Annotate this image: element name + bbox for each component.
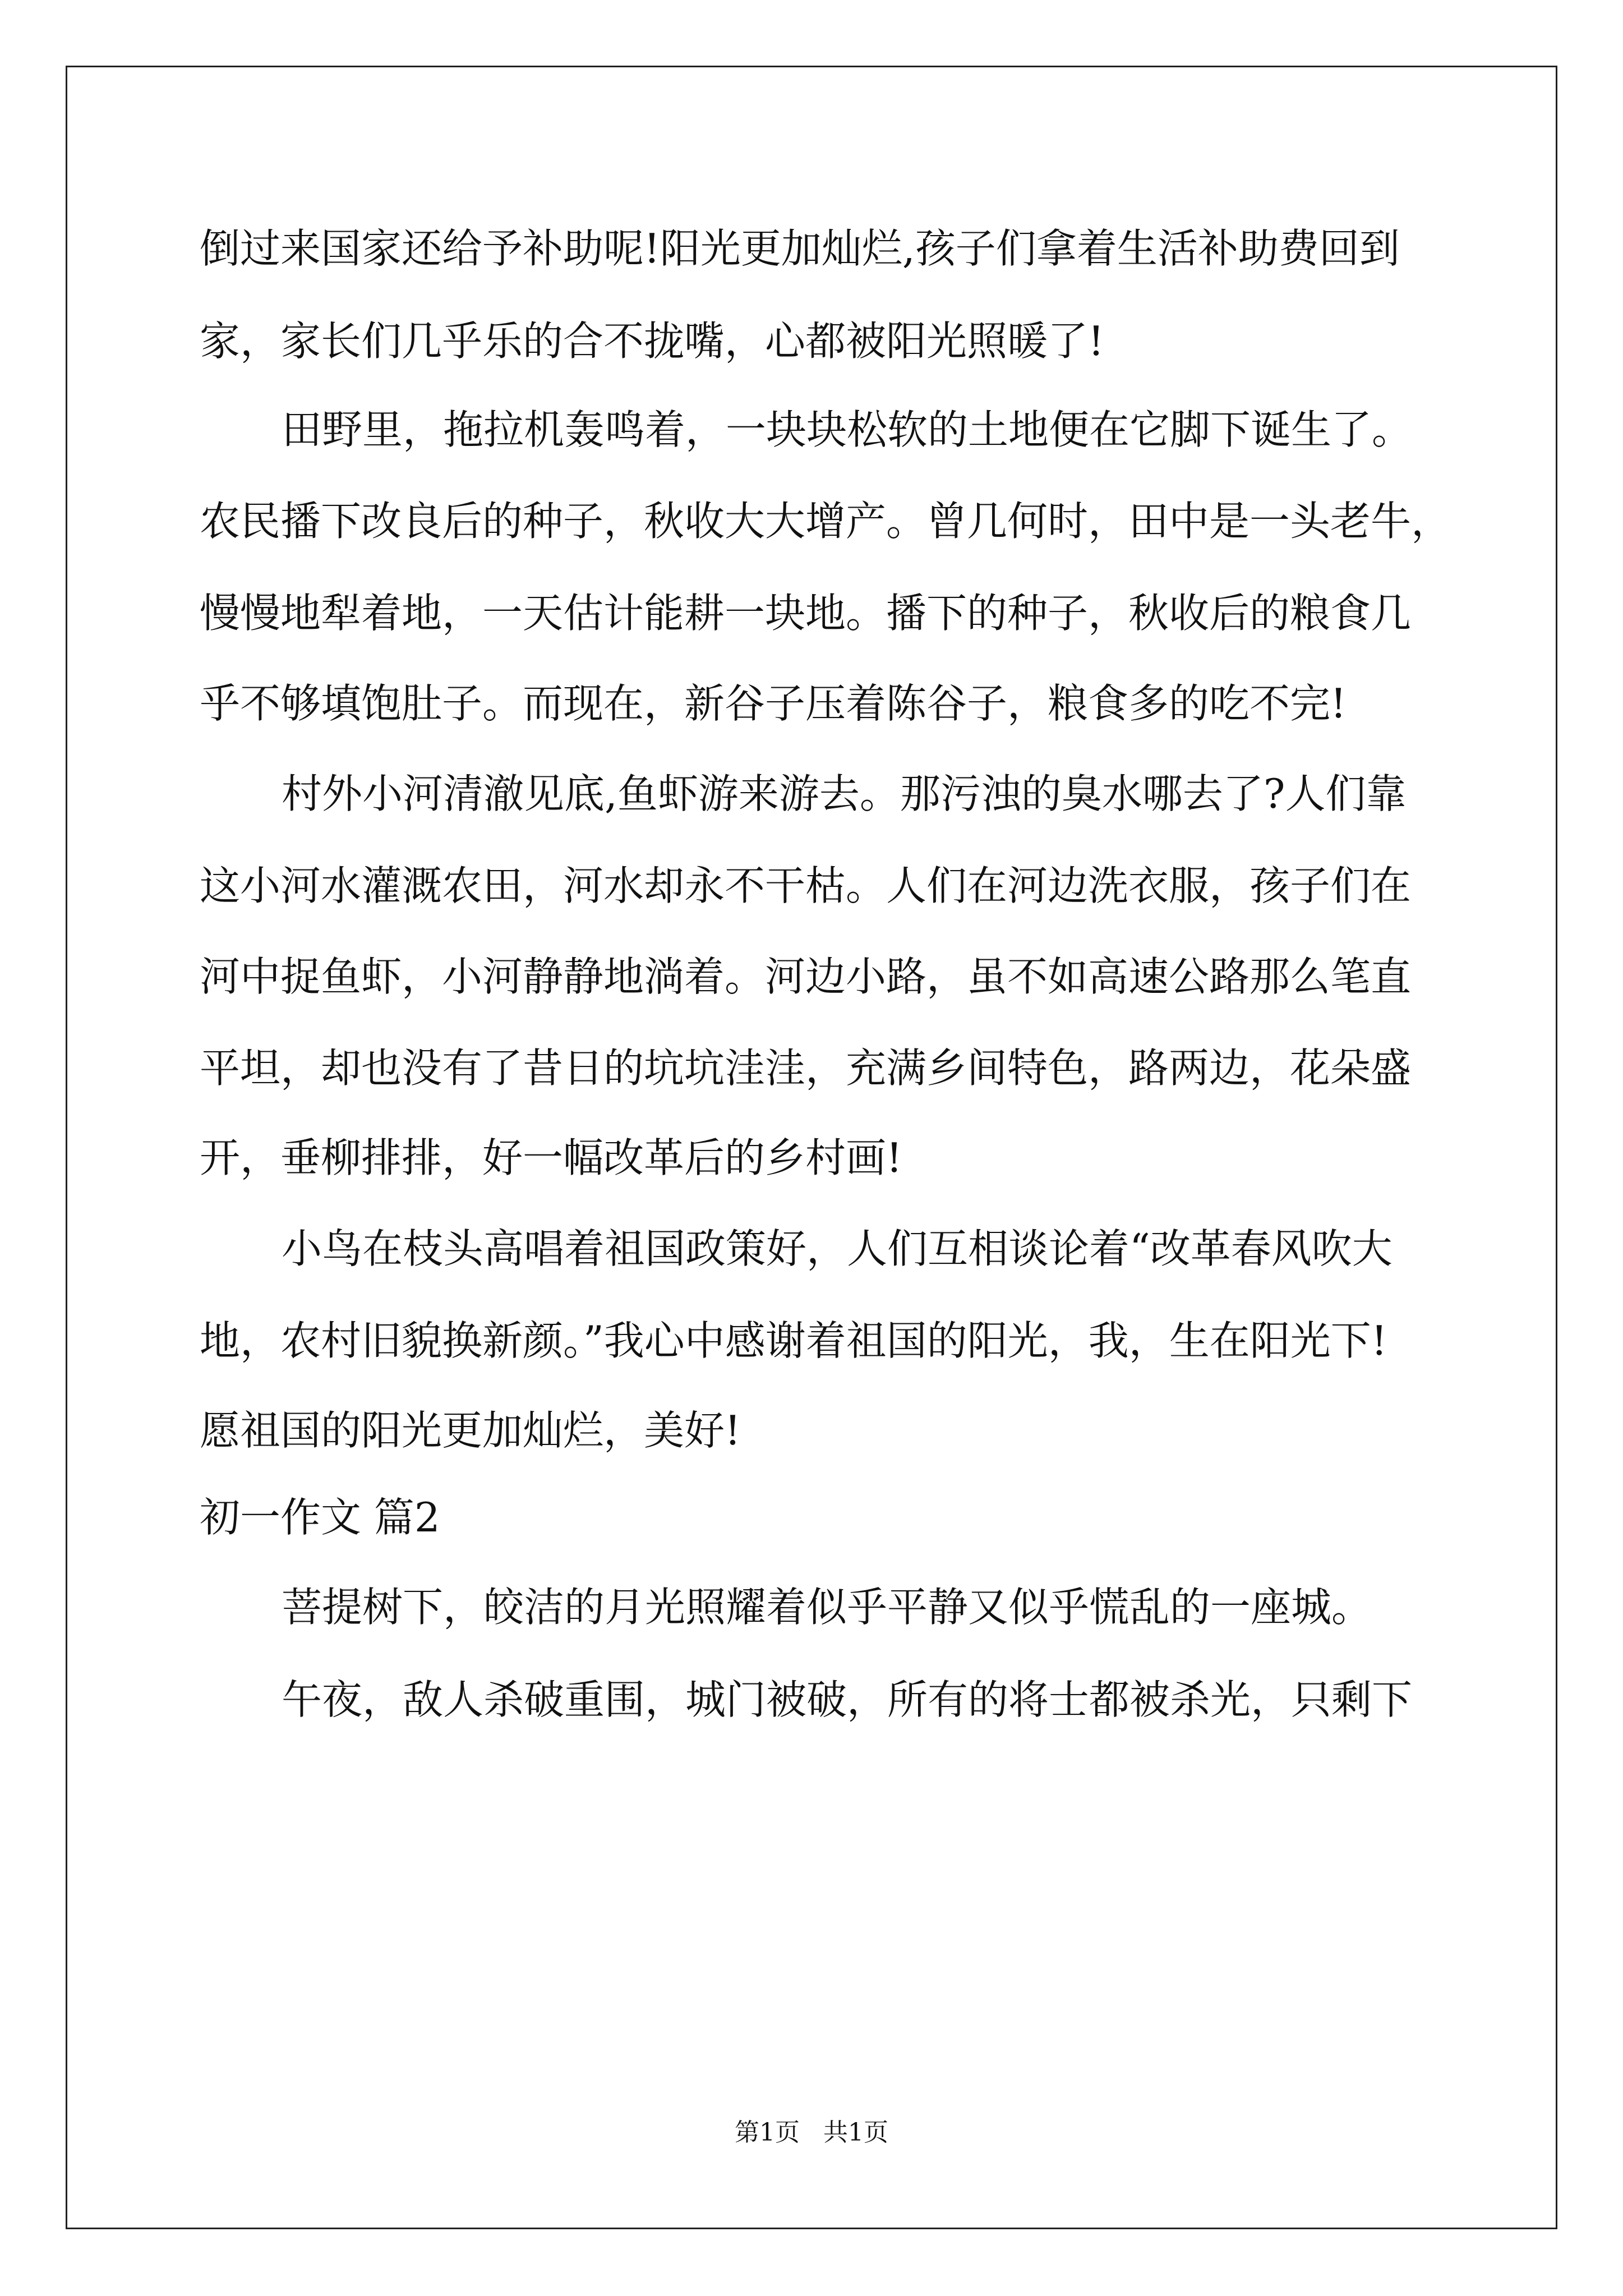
text-line: 河中捉鱼虾，小河静静地淌着。河边小路，虽不如高速公路那么笔直	[200, 953, 1412, 1000]
text-line: 倒过来国家还给予补助呢!阳光更加灿烂,孩子们拿着生活补助费回到	[200, 225, 1400, 272]
text-line: 愿祖国的阳光更加灿烂，美好!	[200, 1407, 741, 1454]
text-line: 农民播下改良后的种子，秋收大大增产。曾几何时，田中是一头老牛，	[200, 498, 1452, 545]
text-line: 地，农村旧貌换新颜。”我心中感谢着祖国的阳光，我，生在阳光下!	[200, 1317, 1387, 1364]
text-line: 菩提树下，皎洁的月光照耀着似乎平静又似乎慌乱的一座城。	[282, 1584, 1372, 1631]
text-line: 田野里，拖拉机轰鸣着，一块块松软的土地便在它脚下诞生了。	[282, 406, 1413, 453]
text-line: 开，垂柳排排，好一幅改革后的乡村画!	[200, 1134, 902, 1181]
text-line: 平坦，却也没有了昔日的坑坑洼洼，充满乡间特色，路两边，花朵盛	[200, 1045, 1412, 1092]
section-heading: 初一作文 篇2	[200, 1494, 440, 1541]
text-line: 小鸟在枝头高唱着祖国政策好，人们互相谈论着“改革春风吹大	[282, 1225, 1393, 1272]
text-line: 村外小河清澈见底,鱼虾游来游去。那污浊的臭水哪去了?人们靠	[282, 770, 1407, 817]
page-number-footer: 第1页 共1页	[735, 2118, 888, 2147]
text-line: 午夜，敌人杀破重围，城门被破，所有的将士都被杀光，只剩下	[282, 1676, 1413, 1723]
text-line: 家，家长们几乎乐的合不拢嘴，心都被阳光照暖了!	[200, 318, 1104, 365]
text-line: 这小河水灌溉农田，河水却永不干枯。人们在河边洗衣服，孩子们在	[200, 862, 1412, 909]
text-line: 慢慢地犁着地，一天估计能耕一块地。播下的种子，秋收后的粮食几	[200, 590, 1412, 637]
text-line: 乎不够填饱肚子。而现在，新谷子压着陈谷子，粮食多的吃不完!	[200, 680, 1347, 727]
